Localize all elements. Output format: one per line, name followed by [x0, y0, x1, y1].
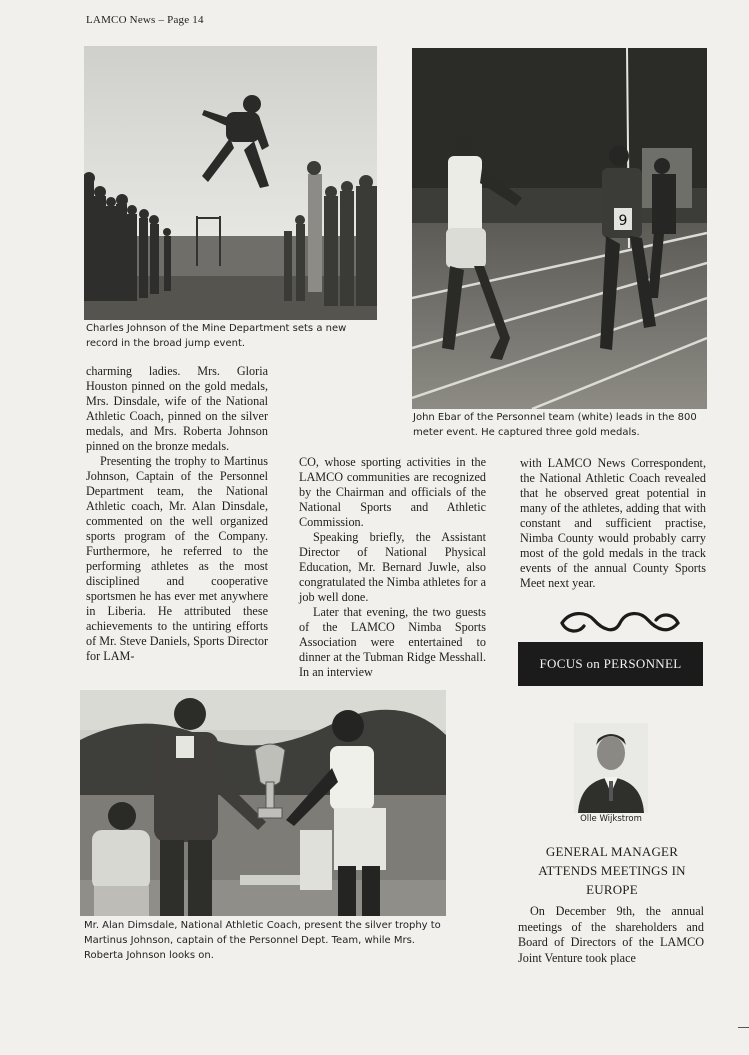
portrait-photo: [574, 723, 648, 813]
article-paragraph: Speaking briefly, the Assistant Director of National Physical Education, Mr. Bernard Juwle, also congratulated the Nimba athletes for a job well done.: [299, 530, 486, 604]
trophy-presentation-photo: [80, 690, 446, 916]
runners-photo: [412, 48, 707, 409]
page-header: LAMCO News – Page 14: [86, 14, 204, 26]
portrait-caption: Olle Wijkstrom: [580, 814, 642, 824]
runners-caption: John Ebar of the Personnel team (white) leads in the 800 meter event. He captured three gold medals.: [413, 412, 697, 438]
scroll-ornament-icon: [556, 608, 684, 638]
article-column-1: [86, 364, 268, 664]
article-paragraph: charming ladies. Mrs. Gloria Houston pinned on the gold medals, Mrs. Dinsdale, wife of the National Athletic Coach, pinned on the silver medals, and Mrs. Roberta Johnson pinned on the bronze medals.: [86, 364, 268, 453]
article-column-2: [299, 455, 486, 680]
gm-article: [518, 904, 704, 966]
article-paragraph: Presenting the trophy to Martinus Johnson, Captain of the Personnel Department team, the National Athletic coach, Mr. Alan Dinsdale, commented on the well organized sports program of the Company. Furthermore, he referred to the performing athletes as the most disciplined and cooperative sportsmen he has ever met anywhere in Liberia. He attributed these achievements to the untiring efforts of Mr. Steve Daniels, Sports Director for LAM-: [86, 454, 268, 663]
article-paragraph: On December 9th, the annual meetings of the shareholders and Board of Directors of the LAMCO Joint Venture took place: [518, 904, 704, 965]
runner-bib-number: 9: [618, 213, 628, 229]
gm-headline: GENERAL MANAGER ATTENDS MEETINGS IN EUROPE: [538, 844, 686, 897]
trophy-caption: Mr. Alan Dimsdale, National Athletic Coach, present the silver trophy to Martinus Johnson, captain of the Personnel Dept. Team, while Mrs. Roberta Johnson looks on.: [84, 920, 441, 961]
article-paragraph: CO, whose sporting activities in the LAMCO communities are recognized by the Chairman and officials of the National Sports and Athletic Commission.: [299, 455, 486, 529]
article-paragraph: Later that evening, the two guests of the LAMCO Nimba Sports Association were entertained to dinner at the Tubman Ridge Messhall. In an interview: [299, 605, 486, 679]
article-column-3: [520, 456, 706, 591]
broad-jump-photo: [84, 46, 377, 320]
focus-personnel-banner: FOCUS on PERSONNEL: [518, 642, 703, 686]
broad-jump-caption: Charles Johnson of the Mine Department sets a new record in the broad jump event.: [86, 323, 347, 349]
article-paragraph: with LAMCO News Correspondent, the National Athletic Coach revealed that he observed great potential in many of the athletes, adding that with constant and sufficient practise, Nimba County would probably carry most of the gold medals in the track events of the annual County Sports Meet next year.: [520, 456, 706, 590]
edge-mark: [738, 1027, 749, 1028]
